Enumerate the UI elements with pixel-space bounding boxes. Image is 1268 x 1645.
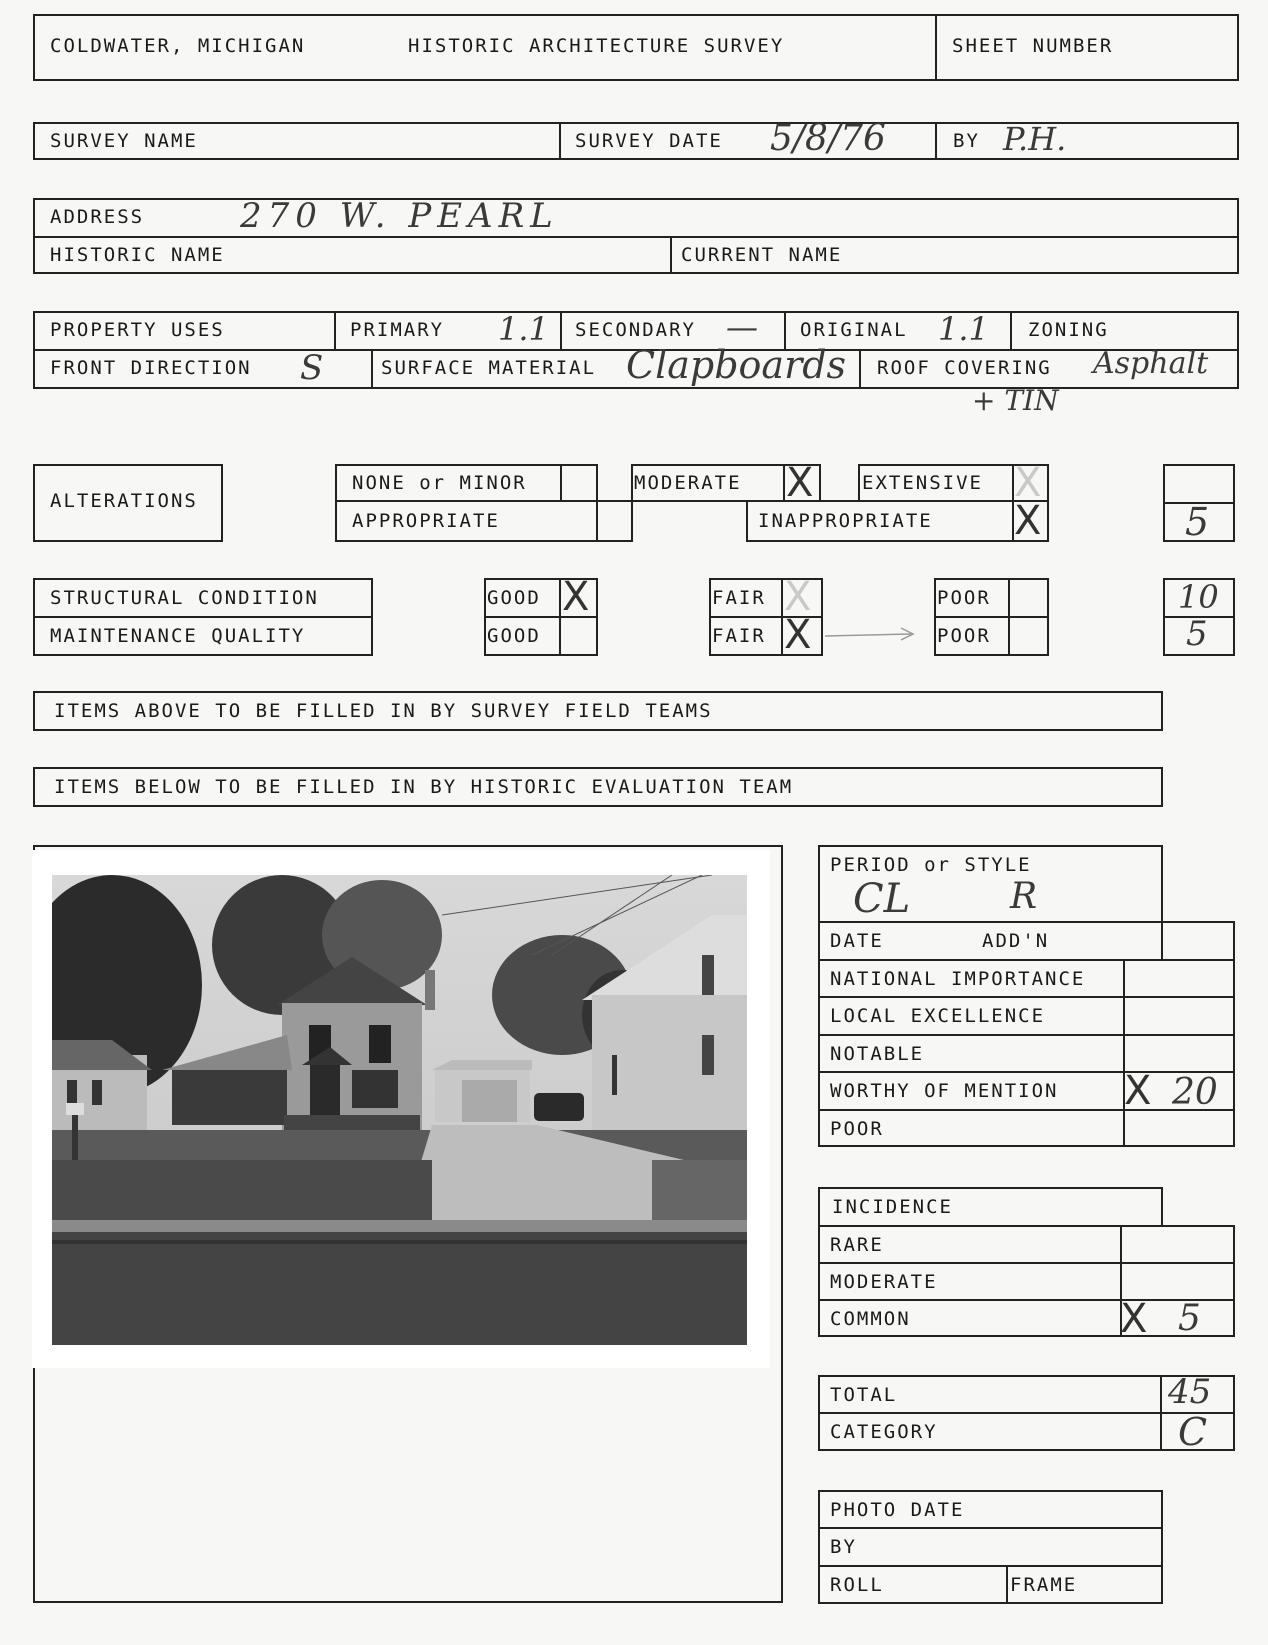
alt-moderate-label: MODERATE xyxy=(634,472,742,494)
alt-inappropriate-label: INAPPROPRIATE xyxy=(758,510,933,532)
alt-none-minor-label: NONE or MINOR xyxy=(352,472,527,494)
alt-score: 5 xyxy=(1185,500,1210,544)
form-title: HISTORIC ARCHITECTURE SURVEY xyxy=(408,35,785,57)
property-uses-label: PROPERTY USES xyxy=(50,319,225,341)
photo-date-label: PHOTO DATE xyxy=(830,1499,965,1521)
roof-covering-label: ROOF COVERING xyxy=(877,357,1052,379)
date-addn-label: ADD'N xyxy=(982,930,1050,952)
incidence-label: INCIDENCE xyxy=(832,1196,953,1218)
zoning-label: ZONING xyxy=(1028,319,1109,341)
roof-covering-extra: + TIN xyxy=(972,384,1059,417)
worthy-of-mention-label: WORTHY OF MENTION xyxy=(830,1080,1059,1102)
structural-fair-check[interactable]: X xyxy=(784,574,812,620)
structural-poor-label: POOR xyxy=(937,587,991,609)
survey-date-label: SURVEY DATE xyxy=(575,130,723,152)
survey-by-value: P.H. xyxy=(1003,120,1067,158)
notes-below: ITEMS BELOW TO BE FILLED IN BY HISTORIC EVALUATION TEAM xyxy=(54,776,794,798)
category-label: CATEGORY xyxy=(830,1421,938,1443)
primary-value: 1.1 xyxy=(498,310,549,348)
structural-fair-label: FAIR xyxy=(712,587,766,609)
front-direction-label: FRONT DIRECTION xyxy=(50,357,252,379)
common-label: COMMON xyxy=(830,1308,911,1330)
alt-moderate-check[interactable]: X xyxy=(786,460,814,506)
roof-covering-value: Asphalt xyxy=(1093,346,1209,381)
period-value-2: R xyxy=(1010,876,1038,917)
alt-extensive-label: EXTENSIVE xyxy=(862,472,983,494)
front-direction-value: S xyxy=(300,348,324,388)
national-importance-label: NATIONAL IMPORTANCE xyxy=(830,968,1086,990)
surface-material-value: Clapboards xyxy=(626,343,847,387)
survey-date-value: 5/8/76 xyxy=(770,118,886,159)
maintenance-quality-label: MAINTENANCE QUALITY xyxy=(50,625,306,647)
common-score: 5 xyxy=(1178,1298,1201,1339)
arrow-right-icon xyxy=(823,626,923,646)
maintenance-fair-label: FAIR xyxy=(712,625,766,647)
rare-label: RARE xyxy=(830,1234,884,1256)
date-label: DATE xyxy=(830,930,884,952)
notes-above: ITEMS ABOVE TO BE FILLED IN BY SURVEY FIELD TEAMS xyxy=(54,700,713,722)
survey-by-label: BY xyxy=(953,130,980,152)
surface-material-label: SURFACE MATERIAL xyxy=(381,357,597,379)
original-value: 1.1 xyxy=(938,310,989,348)
photo-by-label: BY xyxy=(830,1536,857,1558)
structural-good-check[interactable]: X xyxy=(562,574,590,620)
address-value: 270 W. PEARL xyxy=(240,196,559,236)
alt-inappropriate-check[interactable]: X xyxy=(1014,498,1042,544)
alt-extensive-check[interactable]: X xyxy=(1014,460,1042,506)
frame-label: FRAME xyxy=(1010,1574,1078,1596)
roll-label: ROLL xyxy=(830,1574,884,1596)
total-value: 45 xyxy=(1168,1372,1212,1412)
maintenance-fair-check[interactable]: X xyxy=(784,612,812,658)
eval-poor-label: POOR xyxy=(830,1118,884,1140)
secondary-label: SECONDARY xyxy=(575,319,696,341)
survey-name-label: SURVEY NAME xyxy=(50,130,198,152)
maintenance-score: 5 xyxy=(1186,614,1208,654)
historic-name-label: HISTORIC NAME xyxy=(50,244,225,266)
incidence-moderate-label: MODERATE xyxy=(830,1271,938,1293)
period-label: PERIOD or STYLE xyxy=(830,854,1032,876)
category-value: C xyxy=(1178,1410,1208,1454)
house-photo xyxy=(32,850,770,1368)
period-value-1: CL xyxy=(853,876,911,922)
alterations-label: ALTERATIONS xyxy=(50,490,198,512)
notable-label: NOTABLE xyxy=(830,1043,925,1065)
structural-good-label: GOOD xyxy=(487,587,541,609)
structural-condition-label: STRUCTURAL CONDITION xyxy=(50,587,319,609)
primary-label: PRIMARY xyxy=(350,319,445,341)
worthy-score: 20 xyxy=(1172,1072,1218,1113)
structural-score: 10 xyxy=(1178,578,1219,616)
current-name-label: CURRENT NAME xyxy=(681,244,843,266)
local-excellence-label: LOCAL EXCELLENCE xyxy=(830,1005,1046,1027)
city-label: COLDWATER, MICHIGAN xyxy=(50,35,306,57)
maintenance-poor-label: POOR xyxy=(937,625,991,647)
secondary-value: — xyxy=(726,308,758,346)
maintenance-good-label: GOOD xyxy=(487,625,541,647)
alt-appropriate-label: APPROPRIATE xyxy=(352,510,500,532)
address-label: ADDRESS xyxy=(50,206,145,228)
sheet-number-label: SHEET NUMBER xyxy=(952,35,1114,57)
worthy-of-mention-check[interactable]: X xyxy=(1124,1068,1152,1114)
total-label: TOTAL xyxy=(830,1384,898,1406)
original-label: ORIGINAL xyxy=(800,319,908,341)
common-check[interactable]: X xyxy=(1120,1296,1148,1342)
